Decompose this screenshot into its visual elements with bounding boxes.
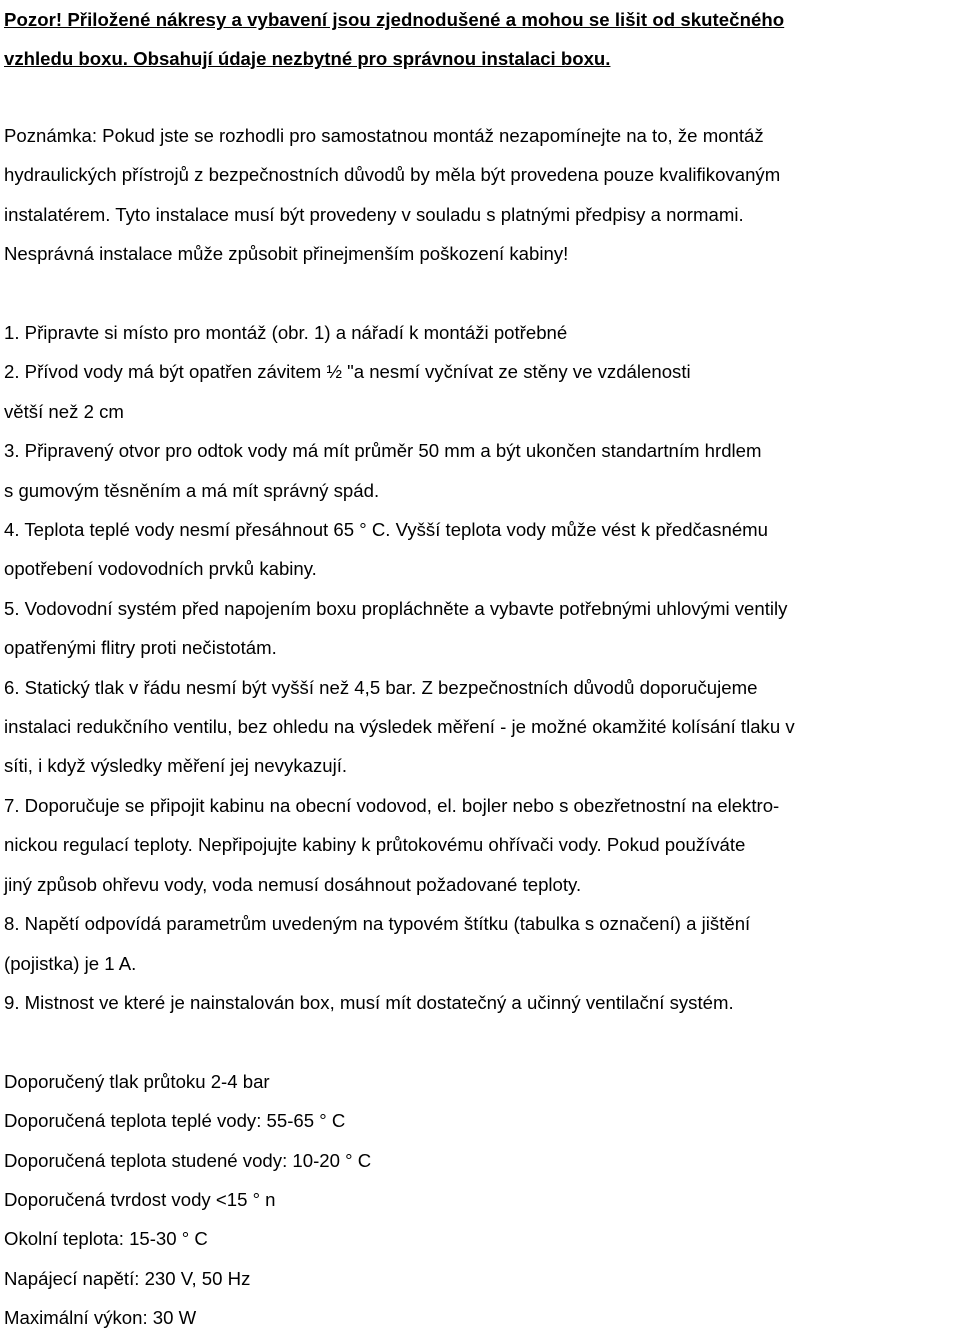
spec-line: Doporučená tvrdost vody <15 ° n (4, 1188, 276, 1210)
instruction-line: 2. Přívod vody má být opatřen závitem ½ "a nesmí vyčnívat ze stěny ve vzdálenosti (4, 361, 691, 383)
warning-line-1: Pozor! Přiložené nákresy a vybavení jsou zjednodušené a mohou se lišit od skutečného (4, 9, 785, 30)
spec-line: Doporučená teplota studené vody: 10-20 ° C (4, 1149, 372, 1171)
note-line: Poznámka: Pokud jste se rozhodli pro samostatnou montáž nezapomínejte na to, že montáž (4, 125, 764, 146)
spacer (4, 1022, 956, 1061)
spec-line: Okolní teplota: 15-30 ° C (4, 1228, 208, 1250)
document-page (4, 0, 956, 1338)
instruction-line: opatřenými flitry proti nečistotám. (4, 637, 277, 659)
spacer (4, 78, 956, 116)
instruction-line: instalaci redukčního ventilu, bez ohledu na výsledek měření - je možné okamžité kolísání tlaku v (4, 716, 795, 738)
instruction-line: nickou regulací teploty. Nepřipojujte kabiny k průtokovému ohřívači vody. Pokud používáte (4, 834, 746, 856)
spec-line: Napájecí napětí: 230 V, 50 Hz (4, 1267, 251, 1289)
instruction-line: 8. Napětí odpovídá parametrům uvedeným na typovém štítku (tabulka s označení) a jištění (4, 913, 751, 935)
spacer (4, 274, 956, 313)
specs-list (4, 1062, 956, 1338)
warning-line-2: vzhledu boxu. Obsahují údaje nezbytné pro správnou instalaci boxu. (4, 48, 611, 69)
spec-line: Maximální výkon: 30 W (4, 1307, 197, 1329)
instruction-line: (pojistka) je 1 A. (4, 952, 137, 974)
instruction-line: 3. Připravený otvor pro odtok vody má mít průměr 50 mm a být ukončen standartním hrdlem (4, 440, 762, 462)
instruction-line: opotřebení vodovodních prvků kabiny. (4, 558, 317, 580)
instruction-line: 7. Doporučuje se připojit kabinu na obecní vodovod, el. bojler nebo s obezřetnostní na elektro- (4, 794, 780, 816)
instruction-line: 6. Statický tlak v řádu nesmí být vyšší než 4,5 bar. Z bezpečnostních důvodů doporučujeme (4, 676, 758, 698)
instruction-line: jiný způsob ohřevu vody, voda nemusí dosáhnout požadované teploty. (4, 873, 582, 895)
note-line: instalatérem. Tyto instalace musí být provedeny v souladu s platnými předpisy a normami. (4, 203, 744, 225)
instruction-line: 1. Připravte si místo pro montáž (obr. 1) a nářadí k montáži potřebné (4, 322, 568, 344)
note-line: hydraulických přístrojů z bezpečnostních důvodů by měla být provedena pouze kvalifikovaným (4, 164, 781, 186)
warning-notice (4, 0, 956, 78)
instruction-line: síti, i když výsledky měření jej nevykazují. (4, 755, 348, 777)
note-paragraph (4, 116, 956, 274)
instruction-line: s gumovým těsněním a má mít správný spád. (4, 479, 380, 501)
instruction-line: 9. Mistnost ve které je nainstalován box, musí mít dostatečný a učinný ventilační systém. (4, 991, 734, 1013)
spec-line: Doporučená teplota teplé vody: 55-65 ° C (4, 1110, 346, 1132)
instructions-list (4, 313, 956, 1022)
note-line: Nesprávná instalace může způsobit přinejmenším poškození kabiny! (4, 243, 569, 265)
spec-line: Doporučený tlak průtoku 2-4 bar (4, 1070, 270, 1092)
instruction-line: 4. Teplota teplé vody nesmí přesáhnout 65 ° C. Vyšší teplota vody může vést k předčasnému (4, 519, 768, 541)
instruction-line: 5. Vodovodní systém před napojením boxu propláchněte a vybavte potřebnými uhlovými ventily (4, 597, 788, 619)
instruction-line: větší než 2 cm (4, 400, 124, 422)
